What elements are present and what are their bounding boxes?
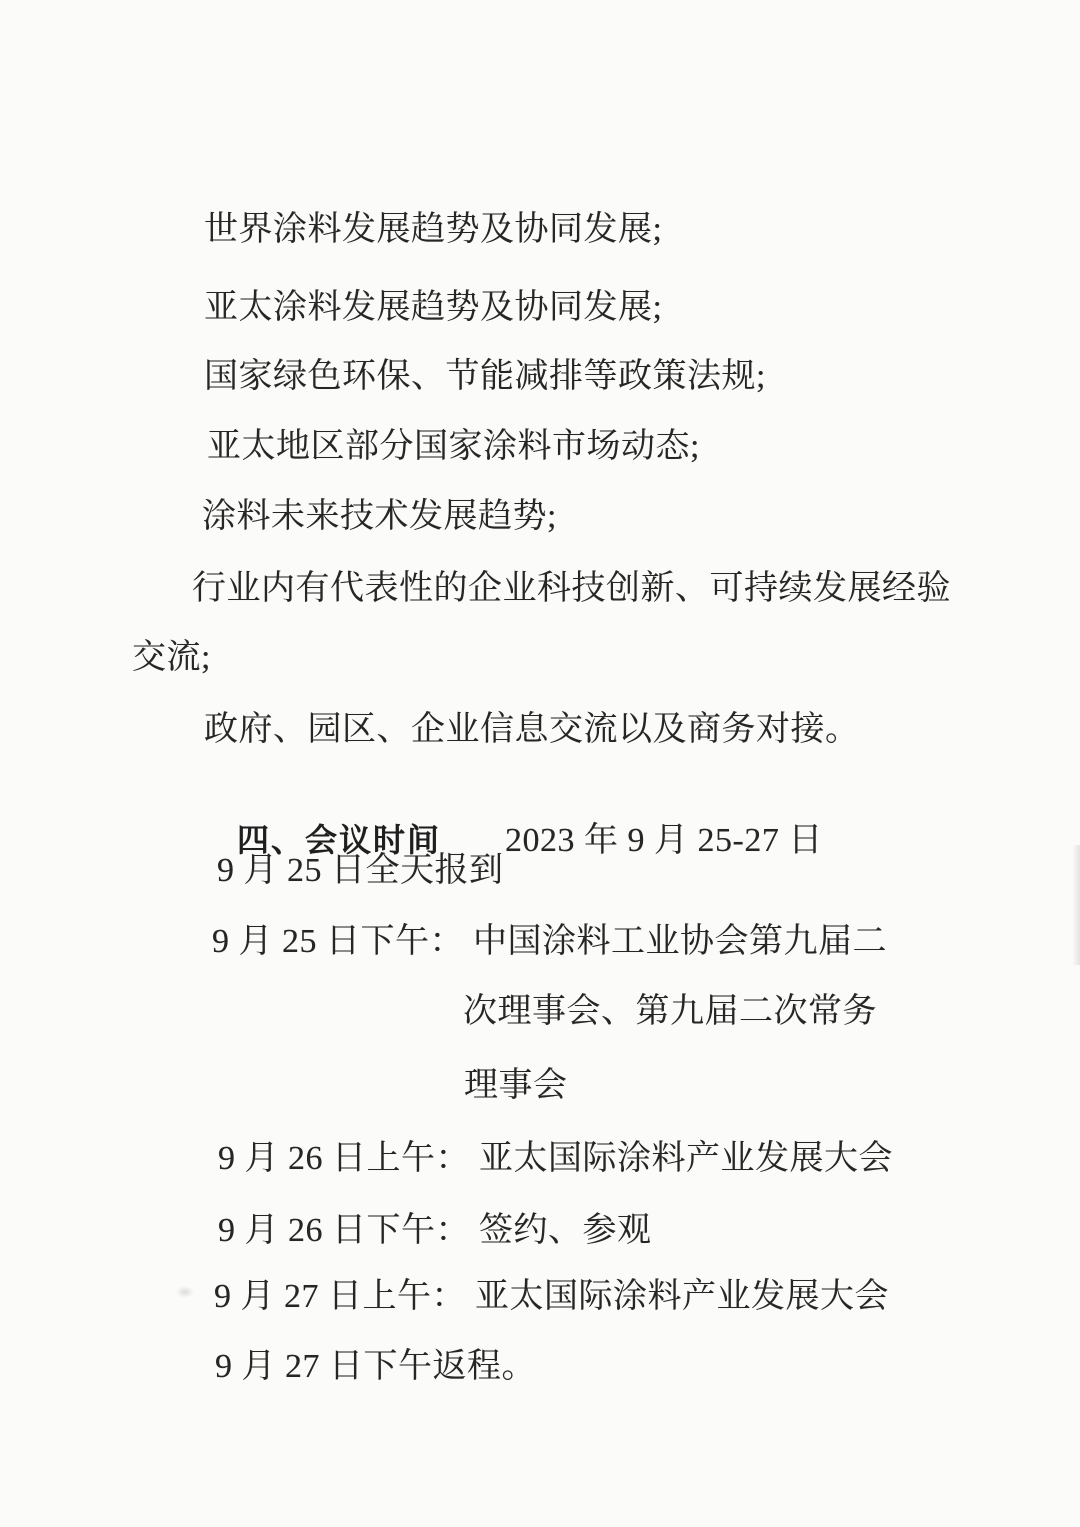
schedule-sep26-am: 9 月 26 日上午： 亚太国际涂料产业发展大会 [218, 1140, 893, 1177]
agenda-matchmaking-line: 政府、园区、企业信息交流以及商务对接。 [204, 711, 860, 748]
schedule-sep25-allday: 9 月 25 日全天报到 [217, 852, 504, 889]
schedule-sep25-pm-line1: 9 月 25 日下午： 中国涂料工业协会第九届二 [212, 923, 887, 960]
agenda-exchange-paragraph-line1: 行业内有代表性的企业科技创新、可持续发展经验 [192, 570, 951, 607]
schedule-sep27-pm: 9 月 27 日下午返程。 [215, 1348, 536, 1385]
scan-artifact [176, 1286, 194, 1298]
agenda-topic-market-dynamics: 亚太地区部分国家涂料市场动态; [207, 428, 700, 465]
schedule-sep27-am: 9 月 27 日上午： 亚太国际涂料产业发展大会 [214, 1278, 889, 1315]
meeting-dates: 2023 年 9 月 25-27 日 [505, 822, 823, 860]
agenda-topic-green-policy: 国家绿色环保、节能减排等政策法规; [204, 358, 766, 395]
scan-artifact [1072, 845, 1080, 965]
schedule-sep25-pm-line3: 理事会 [464, 1067, 568, 1104]
agenda-topic-future-tech: 涂料未来技术发展趋势; [202, 498, 557, 535]
agenda-topic-world-trends: 世界涂料发展趋势及协同发展; [204, 211, 663, 248]
schedule-sep25-pm-line2: 次理事会、第九届二次常务 [463, 993, 877, 1030]
agenda-exchange-paragraph-line2: 交流; [132, 639, 211, 676]
agenda-topic-apac-trends: 亚太涂料发展趋势及协同发展; [204, 289, 663, 326]
section-heading-meeting-time: 四、会议时间 [237, 822, 442, 859]
schedule-sep26-pm: 9 月 26 日下午： 签约、参观 [218, 1212, 652, 1249]
